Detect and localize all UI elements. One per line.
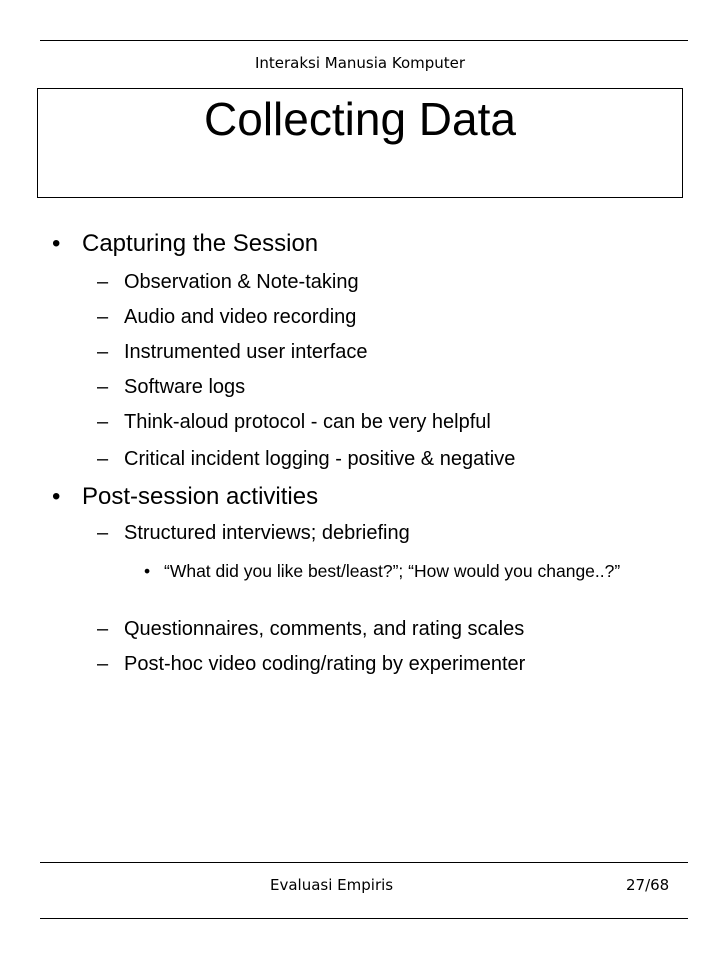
dash-marker: –: [97, 411, 109, 433]
bullet-marker: •: [52, 230, 61, 257]
slide-title: Collecting Data: [204, 93, 516, 145]
sub-list-item-text: “What did you like best/least?”; “How would you change..?”: [164, 561, 621, 581]
dash-marker: –: [97, 306, 109, 328]
dash-marker: –: [97, 618, 109, 640]
list-item: [97, 306, 356, 329]
dash-marker: –: [97, 653, 109, 675]
list-item: [97, 411, 491, 434]
dash-marker: –: [97, 448, 109, 470]
course-title: Interaksi Manusia Komputer: [254, 54, 466, 72]
sub-bullet-marker: •: [144, 561, 151, 581]
section-heading-text: Post-session activities: [82, 483, 319, 510]
list-item-text: Instrumented user interface: [124, 341, 368, 363]
footer-top-rule: [40, 862, 688, 863]
list-item-text: Post-hoc video coding/rating by experimenter: [124, 653, 526, 675]
list-item-text: Software logs: [124, 376, 246, 398]
footer-topic: Evaluasi Empiris: [270, 876, 394, 894]
dash-marker: –: [97, 271, 109, 293]
list-item-text: Structured interviews; debriefing: [124, 522, 410, 544]
footer-bottom-rule: [40, 918, 688, 919]
list-item-text: Observation & Note-taking: [124, 271, 359, 293]
list-item-text: Critical incident logging - positive & negative: [124, 448, 516, 470]
dash-marker: –: [97, 522, 109, 544]
section-heading-text: Capturing the Session: [82, 230, 319, 257]
section-heading: [52, 230, 318, 258]
list-item: [97, 341, 367, 364]
header-rule: [40, 40, 688, 41]
list-item: [97, 271, 359, 294]
list-item-text: Think-aloud protocol - can be very helpful: [124, 411, 491, 433]
list-item-text: Audio and video recording: [124, 306, 357, 328]
list-item: [97, 376, 245, 399]
section-heading: [52, 483, 318, 511]
bullet-marker: •: [52, 483, 61, 510]
list-item: [97, 618, 524, 641]
list-item-text: Questionnaires, comments, and rating scales: [124, 618, 525, 640]
list-item: [97, 653, 525, 676]
sub-list-item: [144, 561, 684, 582]
page-number: 27/68: [626, 876, 670, 894]
dash-marker: –: [97, 376, 109, 398]
list-item: [97, 522, 410, 545]
list-item: [97, 448, 515, 471]
dash-marker: –: [97, 341, 109, 363]
